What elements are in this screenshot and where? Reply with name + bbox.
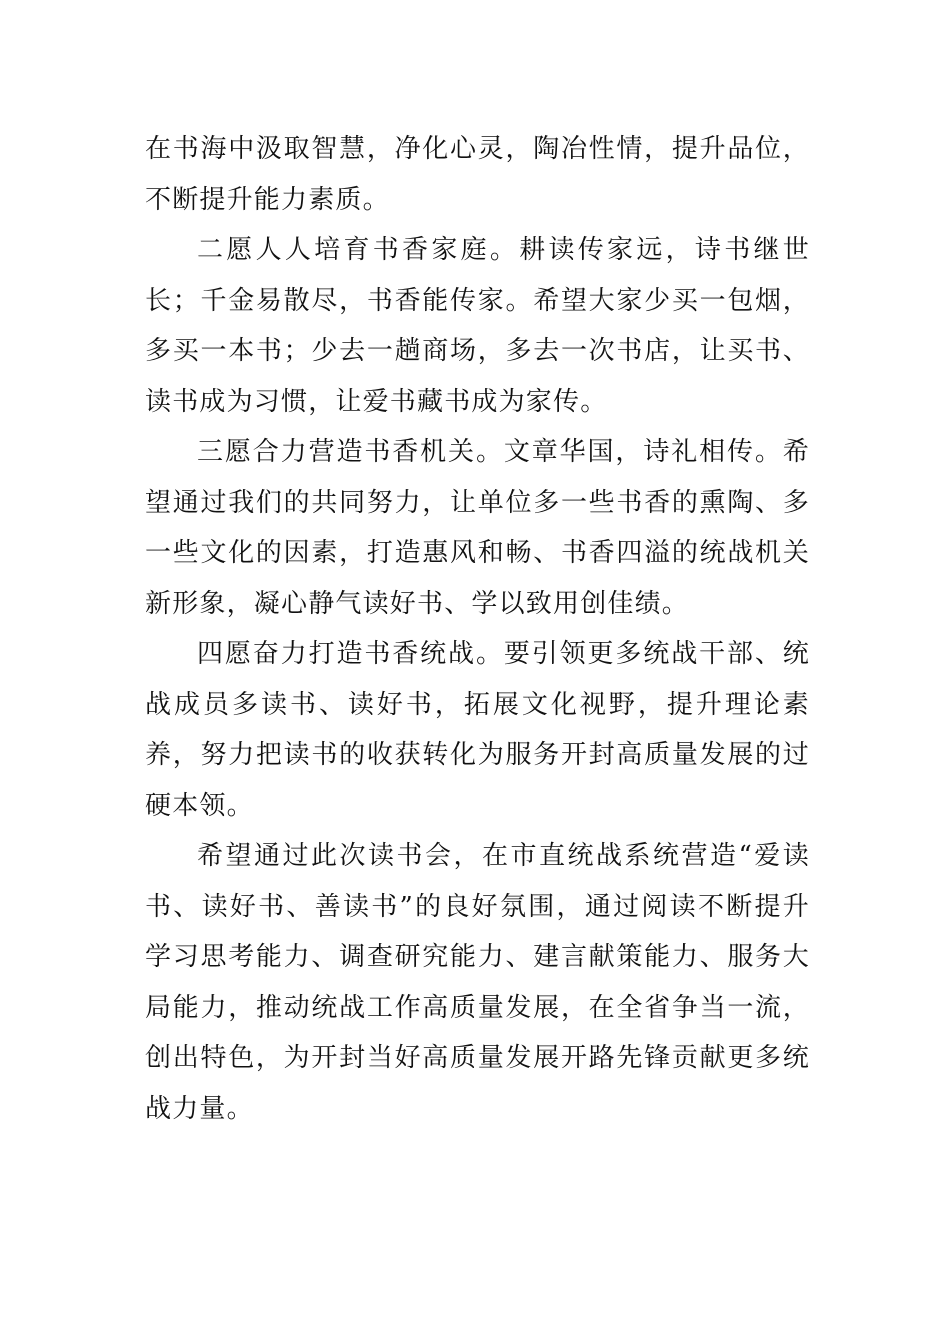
paragraph-continuation: 在书海中汲取智慧，净化心灵，陶冶性情，提升品位，不断提升能力素质。 [145, 134, 810, 215]
paragraph-second-wish: 二愿人人培育书香家庭。耕读传家远，诗书继世长；千金易散尽，书香能传家。希望大家少买一包烟，多买一本书；少去一趟商场，多去一次书店，让买书、读书成为习惯，让爱书藏书成为家传。 [145, 235, 810, 417]
paragraph-third-wish: 三愿合力营造书香机关。文章华国，诗礼相传。希望通过我们的共同努力，让单位多一些书香的熏陶、多一些文化的因素，打造惠风和畅、书香四溢的统战机关新形象，凝心静气读好书、学以致用创佳绩。 [145, 437, 810, 619]
paragraph-conclusion: 希望通过此次读书会，在市直统战系统营造“爱读书、读好书、善读书”的良好氛围，通过阅读不断提升学习思考能力、调查研究能力、建言献策能力、服务大局能力，推动统战工作高质量发展，在全省争当一流，创出特色，为开封当好高质量发展开路先锋贡献更多统战力量。 [145, 841, 810, 1124]
paragraph-fourth-wish: 四愿奋力打造书香统战。要引领更多统战干部、统战成员多读书、读好书，拓展文化视野，提升理论素养，努力把读书的收获转化为服务开封高质量发展的过硬本领。 [145, 639, 810, 821]
document-body [145, 124, 810, 1134]
